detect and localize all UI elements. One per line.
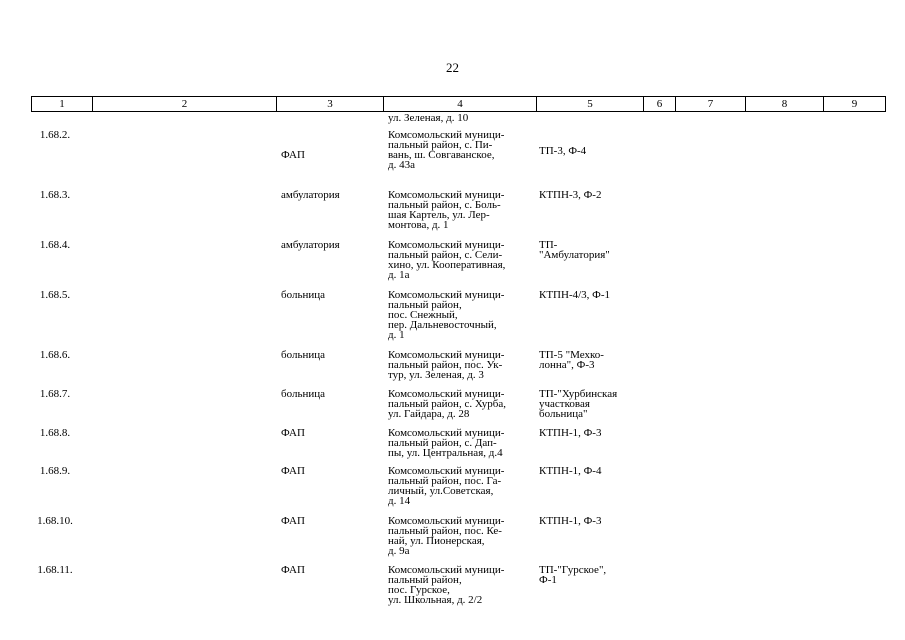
page-number: 22 (446, 60, 459, 75)
transformer-feeder: КТПН-1, Ф-3 (539, 515, 602, 527)
row-number: 1.68.2. (39, 129, 71, 141)
facility-type: ФАП (281, 564, 305, 576)
row-number: 1.68.10. (37, 515, 73, 527)
facility-type: амбулатория (281, 189, 340, 201)
column-header: 6 (644, 97, 676, 112)
column-header: 9 (824, 97, 886, 112)
row-number: 1.68.3. (39, 189, 71, 201)
transformer-feeder: ТП- "Амбулатория" (539, 239, 610, 261)
transformer-feeder: ТП-"Гурское", Ф-1 (539, 564, 607, 586)
column-header: 5 (537, 97, 644, 112)
column-header: 7 (676, 97, 746, 112)
carryover-address: ул. Зеленая, д. 10 (388, 112, 469, 124)
facility-type: ФАП (281, 515, 305, 527)
column-header: 4 (384, 97, 537, 112)
row-number: 1.68.5. (39, 289, 71, 301)
facility-type: амбулатория (281, 239, 340, 251)
column-header: 3 (277, 97, 384, 112)
row-number: 1.68.11. (37, 564, 73, 576)
transformer-feeder: ТП-5 "Мехко- лонна", Ф-3 (539, 349, 604, 371)
row-number: 1.68.7. (39, 388, 71, 400)
column-header: 1 (32, 97, 93, 112)
facility-address: Комсомольский муници- пальный район, пос. Га- личный, ул.Советская, д. 14 (388, 465, 505, 507)
facility-address: Комсомольский муници- пальный район, с. Пи- вань, ш. Совгаванское, д. 43а (388, 129, 505, 171)
facility-address: Комсомольский муници- пальный район, пос. Ке- най, ул. Пионерская, д. 9а (388, 515, 505, 557)
facility-address: Комсомольский муници- пальный район, с. Дап- пы, ул. Центральная, д.4 (388, 427, 505, 459)
row-number: 1.68.4. (39, 239, 71, 251)
facility-type: больница (281, 388, 325, 400)
transformer-feeder: КТПН-4/3, Ф-1 (539, 289, 611, 301)
facility-address: Комсомольский муници- пальный район, с. Сели- хино, ул. Кооперативная, д. 1а (388, 239, 506, 281)
facility-address: Комсомольский муници- пальный район, пос. Гурское, ул. Школьная, д. 2/2 (388, 564, 505, 606)
row-number: 1.68.8. (39, 427, 71, 439)
facility-address: Комсомольский муници- пальный район, пос. Ук- тур, ул. Зеленая, д. 3 (388, 349, 505, 381)
column-header: 8 (746, 97, 824, 112)
transformer-feeder: ТП-3, Ф-4 (539, 145, 587, 157)
facility-address: Комсомольский муници- пальный район, пос. Снежный, пер. Дальневосточный, д. 1 (388, 289, 505, 341)
transformer-feeder: ТП-"Хурбинская участковая больница" (539, 388, 618, 420)
transformer-feeder: КТПН-1, Ф-4 (539, 465, 602, 477)
facility-type: ФАП (281, 149, 305, 161)
row-number: 1.68.6. (39, 349, 71, 361)
transformer-feeder: КТПН-1, Ф-3 (539, 427, 602, 439)
transformer-feeder: КТПН-3, Ф-2 (539, 189, 602, 201)
column-header-table (31, 96, 886, 112)
column-header: 2 (93, 97, 277, 112)
facility-address: Комсомольский муници- пальный район, с. Хурба, ул. Гайдара, д. 28 (388, 388, 507, 420)
facility-type: ФАП (281, 427, 305, 439)
facility-type: ФАП (281, 465, 305, 477)
row-number: 1.68.9. (39, 465, 71, 477)
column-header-row (32, 97, 886, 112)
facility-address: Комсомольский муници- пальный район, с. Боль- шая Картель, ул. Лер- монтова, д. 1 (388, 189, 505, 231)
facility-type: больница (281, 289, 325, 301)
facility-type: больница (281, 349, 325, 361)
